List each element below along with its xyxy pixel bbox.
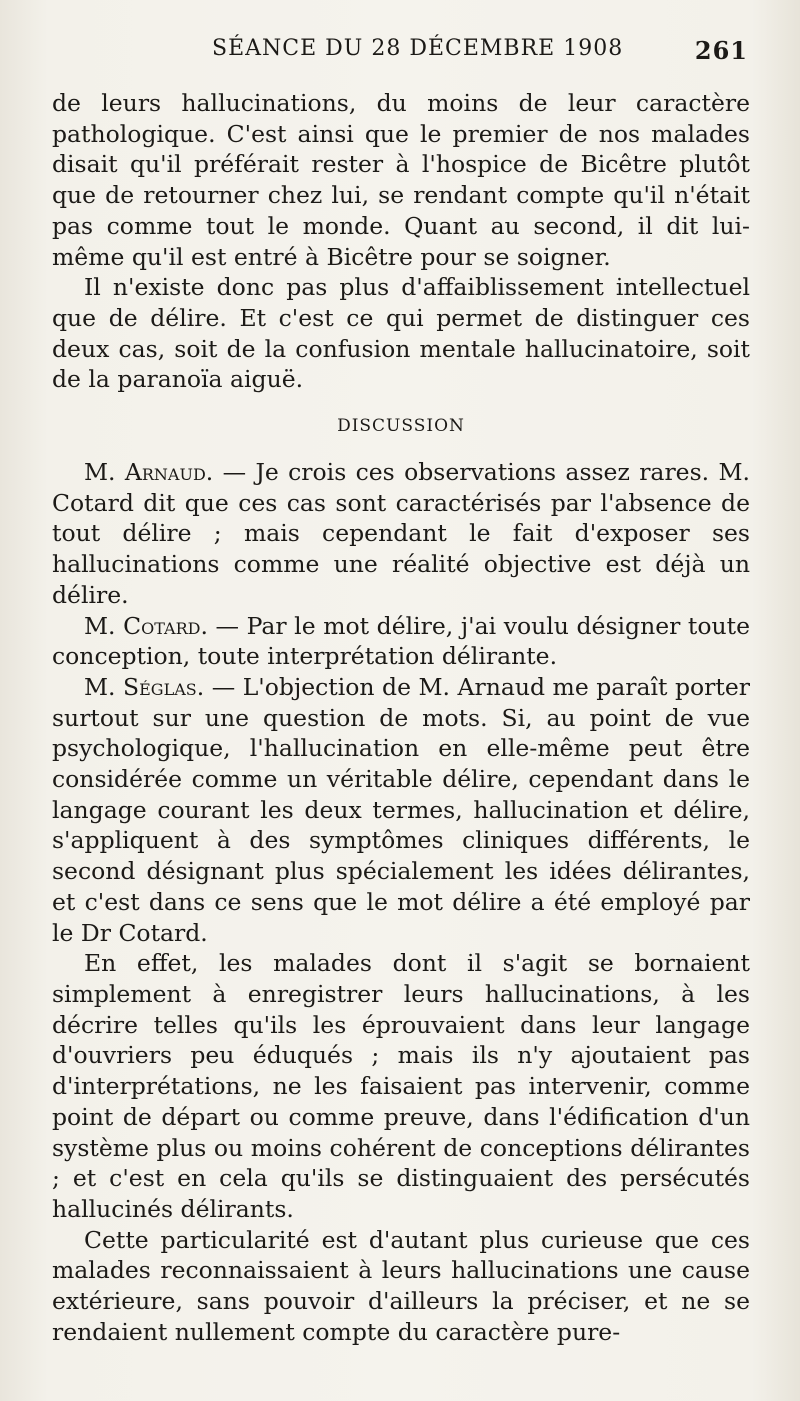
speaker-name: M. Cotard.	[84, 611, 208, 640]
speaker-paragraph-seglas	[52, 672, 750, 948]
paragraph: Cette particularité est d'autant plus curieuse que ces malades reconnaissaient à leurs hallucinations une cause extérieure, sans pouvoir d'ailleurs la préciser, et ne se rendaient nullement compte du caractère pure-	[52, 1225, 750, 1346]
paragraph: En effet, les malades dont il s'agit se bornaient simplement à enregistrer leurs hallucinations, à les décrire telles qu'ils les éprouvaient dans leur langage d'ouvriers peu éduqués ; mais ils n'y ajoutaient pas d'interprétations, ne les faisaient pas intervenir, comme point de départ ou comme preuve, dans l'édification d'un système plus ou moins cohérent de conceptions délirantes ; et c'est en cela qu'ils se distinguaient des persécutés hallucinés délirants.	[52, 949, 750, 1223]
speaker-text: — Je crois ces observations assez rares. M. Cotard dit que ces cas sont caractérisés par l'absence de tout délire ; mais cependant le fait d'exposer ses hallucinations comme une réalité objective est déjà un délire.	[52, 458, 751, 609]
page-number: 261	[694, 36, 748, 65]
page-body	[52, 88, 750, 1347]
speaker-paragraph-arnaud	[52, 457, 750, 611]
speaker-text: — L'objection de M. Arnaud me paraît porter surtout sur une question de mots. Si, au point de vue psychologique, l'hallucination en elle-même peut être considérée comme un véritable délire, cependant dans le langage courant les deux termes, hallucination et délire, s'appliquent à des symptômes cliniques différents, le second désignant plus spécialement les idées délirantes, et c'est dans ce sens que le mot délire a été employé par le Dr Cotard.	[52, 672, 750, 947]
speaker-name: M. Arnaud.	[84, 458, 214, 487]
section-heading: DISCUSSION	[337, 416, 465, 437]
speaker-text: — Par le mot délire, j'ai voulu désigner toute conception, toute interprétation délirante.	[52, 611, 751, 671]
paragraph: Il n'existe donc pas plus d'affaiblissement intellectuel que de délire. Et c'est ce qui permet de distinguer ces deux cas, soit de la confusion mentale hallucinatoire, soit de la paranoïa aiguë.	[52, 273, 750, 394]
speaker-name: M. Séglas.	[84, 672, 205, 701]
paragraph: de leurs hallucinations, du moins de leur caractère pathologique. C'est ainsi que le premier de nos malades disait qu'il préférait rester à l'hospice de Bicêtre plutôt que de retourner chez lui, se rendant compte qu'il n'était pas comme tout le monde. Quant au second, il dit lui-même qu'il est entré à Bicêtre pour se soigner.	[52, 89, 750, 271]
running-title: SÉANCE DU 28 DÉCEMBRE 1908	[212, 36, 624, 61]
speaker-paragraph-cotard	[52, 611, 750, 672]
running-header	[52, 36, 748, 76]
